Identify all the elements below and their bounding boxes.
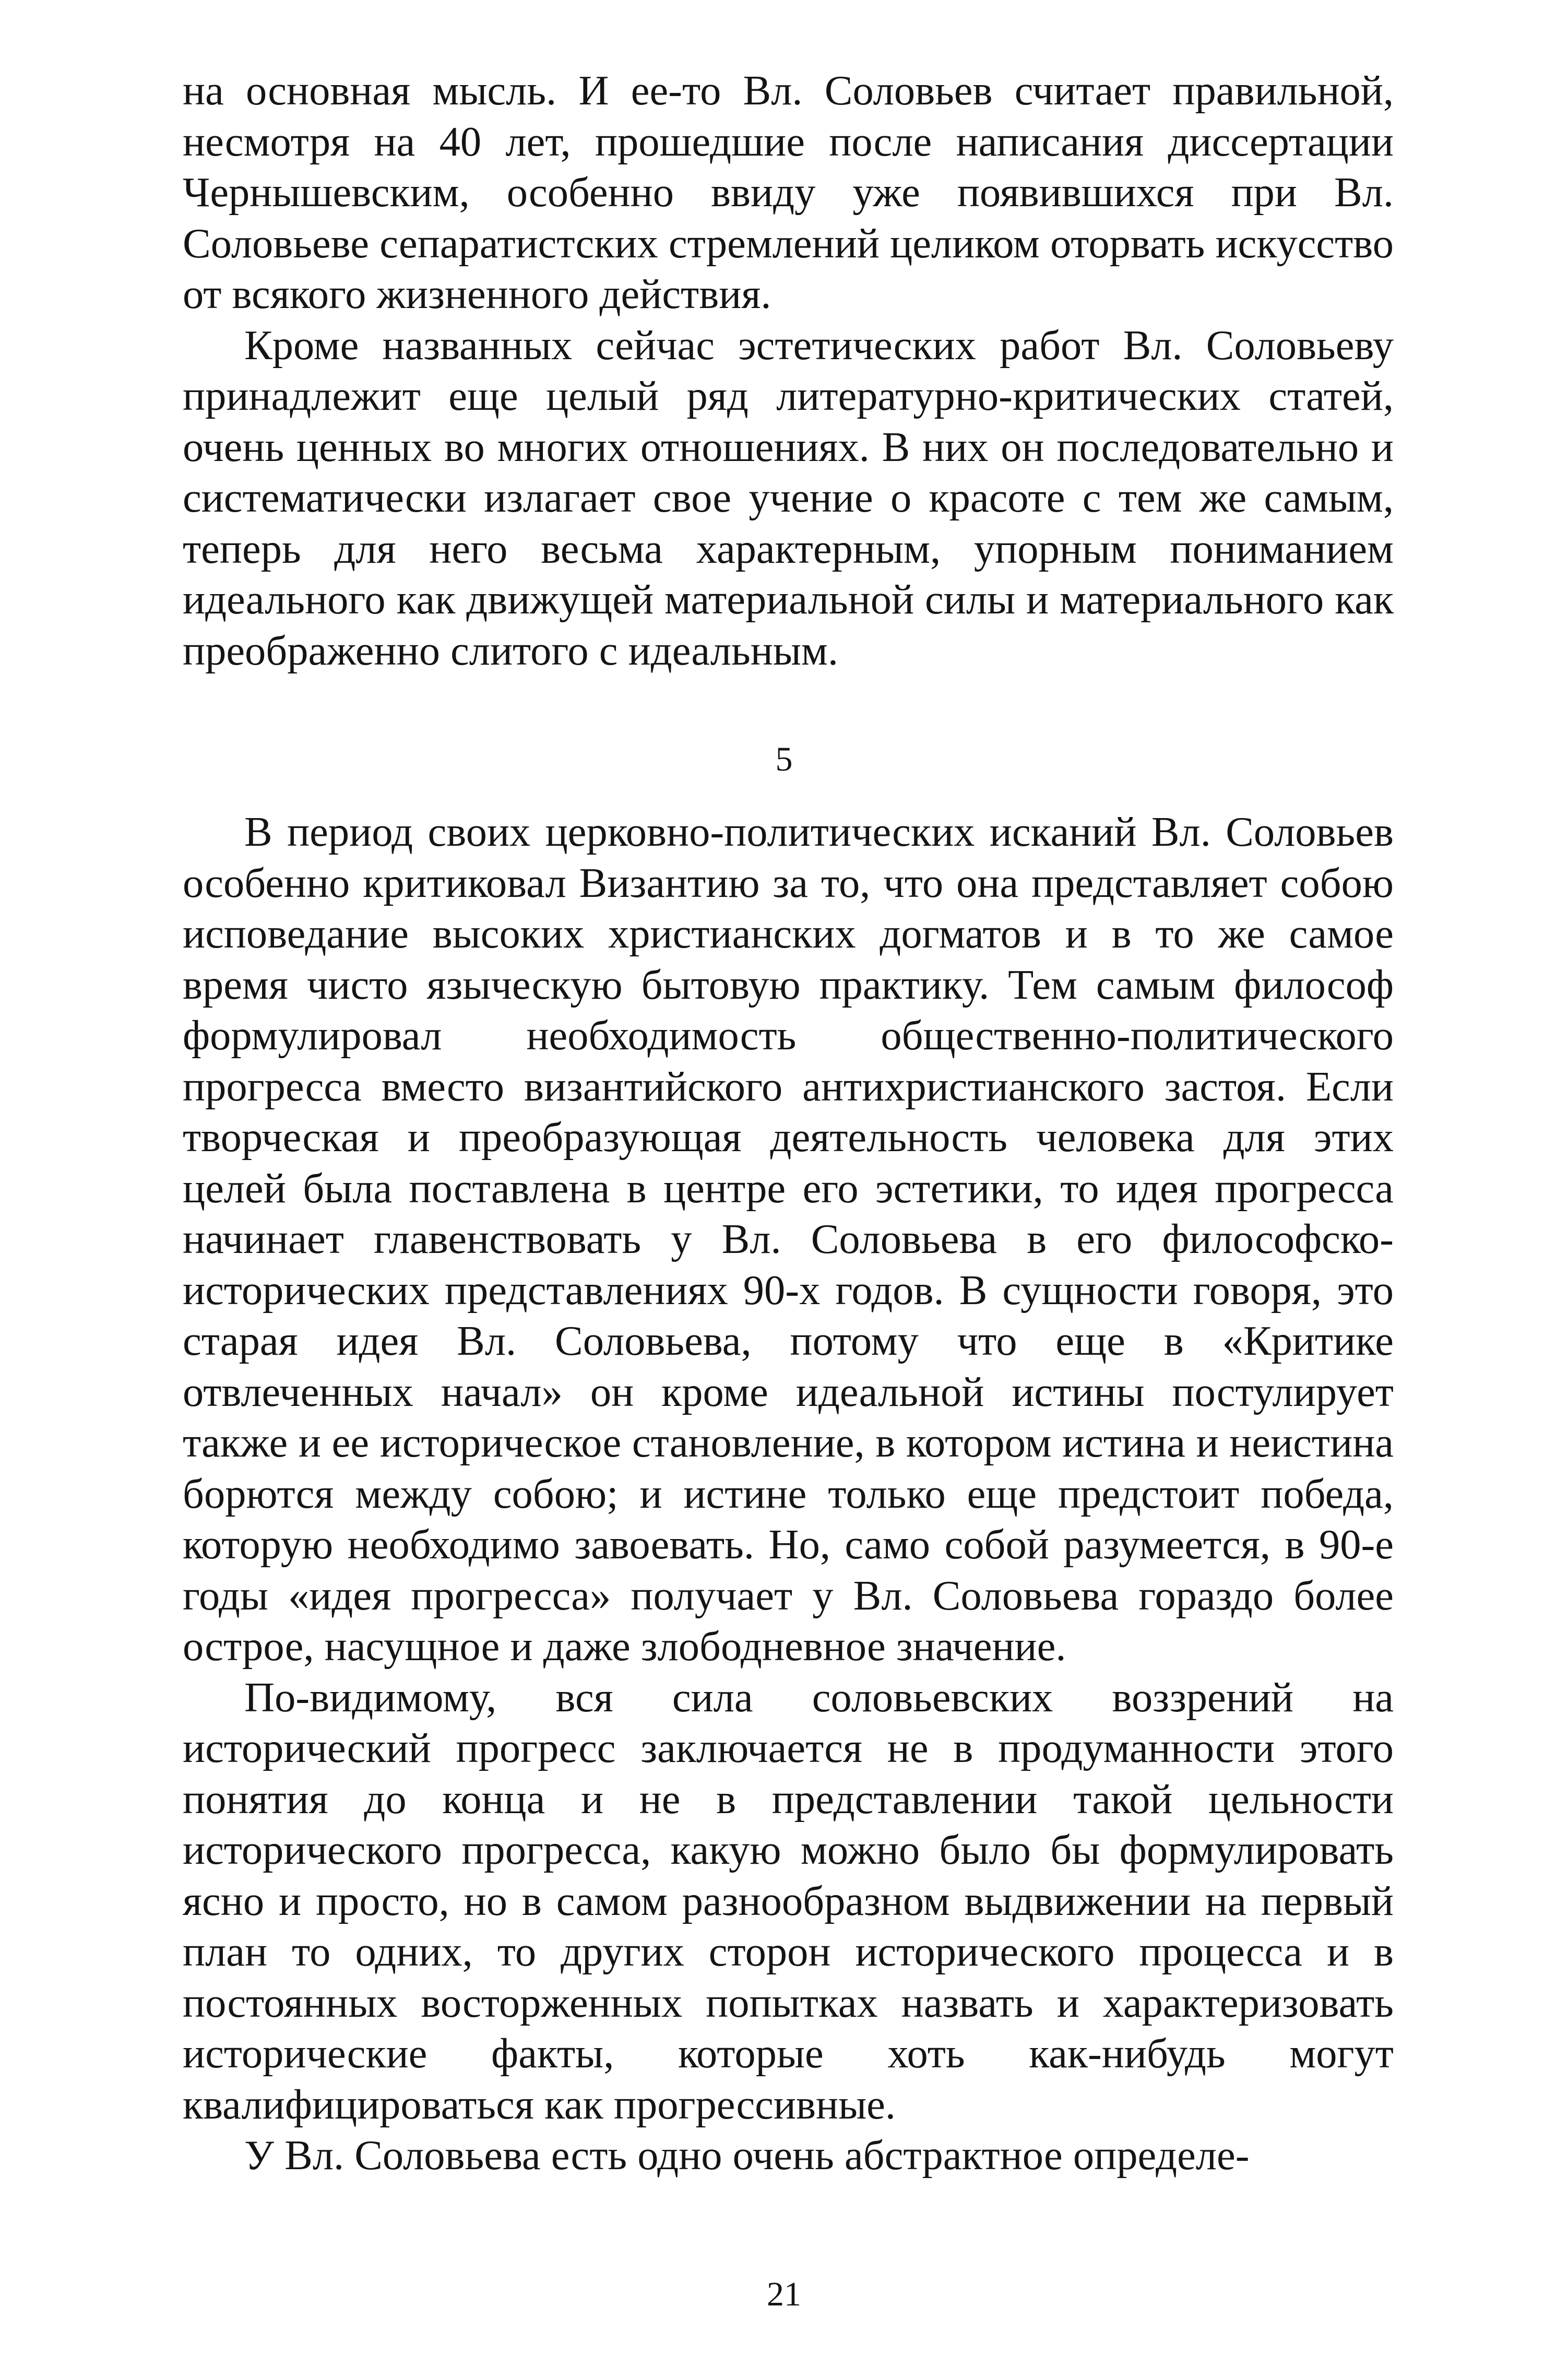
text-block-section-5 xyxy=(183,807,1394,2181)
paragraph-continuation: на основная мысль. И ее-то Вл. Соловьев считает правильной, несмотря на 40 лет, прошедшие после написания диссертации Чернышевским, особенно ввиду уже появившихся при Вл. Соловьеве сепаратистских стремлений целиком оторвать искусство от всякого жизненного действия. xyxy=(183,67,1394,317)
section-number: 5 xyxy=(775,740,793,778)
paragraph: Кроме названных сейчас эстетических работ Вл. Соловьеву принадлежит еще целый ряд литературно-критических статей, очень ценных во многих отношениях. В них он последовательно и систематически излагает свое учение о красоте с тем же самым, теперь для него весьма характерным, упорным пониманием идеального как движущей материальной силы и материального как преображенно слитого с идеальным. xyxy=(183,322,1394,674)
page-number: 21 xyxy=(767,2275,801,2313)
text-block-top xyxy=(183,65,1394,676)
paragraph: По-видимому, вся сила соловьевских воззрений на исторический прогресс заключается не в продуманности этого понятия до конца и не в представлении такой цельности исторического прогресса, какую можно было бы формулировать ясно и просто, но в самом разнообразном выдвижении на первый план то одних, то других сторон исторического процесса и в постоянных восторженных попытках назвать и характеризовать исторические факты, которые хоть как-нибудь могут квалифицироваться как прогрессивные. xyxy=(183,1674,1394,2128)
paragraph-trailing: У Вл. Соловьева есть одно очень абстрактное определе- xyxy=(244,2132,1250,2179)
paragraph: В период своих церковно-политических исканий Вл. Соловьев особенно критиковал Византию за то, что она представляет собою исповедание высоких христианских догматов и в то же самое время чисто языческую бытовую практику. Тем самым философ формулировал необходимость общественно-политического прогресса вместо византийского антихристианского застоя. Если творческая и преобразующая деятельность человека для этих целей была поставлена в центре его эстетики, то идея прогресса начинает главенствовать у Вл. Соловьева в его философско-исторических представлениях 90-х годов. В сущности говоря, это старая идея Вл. Соловьева, потому что еще в «Критике отвлеченных начал» он кроме идеальной истины постулирует также и ее историческое становление, в котором истина и неистина борются между собою; и истине только еще предстоит победа, которую необходимо завоевать. Но, само собой разумеется, в 90-е годы «идея прогресса» получает у Вл. Соловьева гораздо более острое, насущное и даже злободневное значение. xyxy=(183,809,1394,1670)
